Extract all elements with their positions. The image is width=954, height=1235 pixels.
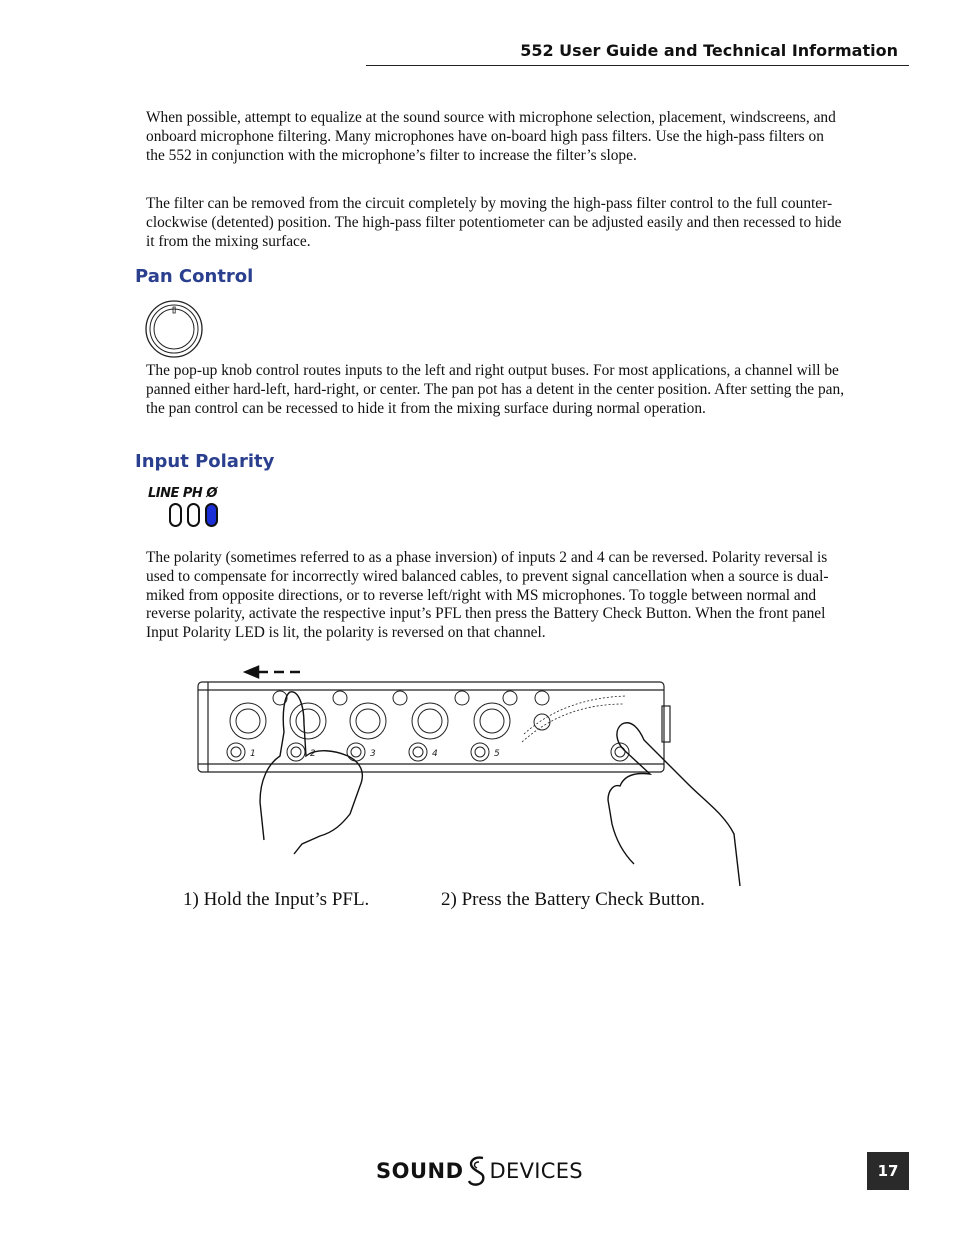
logo-sound-text: SOUND — [376, 1159, 464, 1183]
line-led-icon — [170, 504, 181, 526]
sound-devices-logo — [376, 1155, 583, 1187]
svg-text:3: 3 — [370, 749, 376, 759]
pan-knob-figure — [144, 299, 206, 365]
logo-devices-text: DEVICES — [489, 1159, 583, 1183]
logo-swirl-icon — [465, 1155, 489, 1187]
polarity-led-lit-icon — [206, 504, 217, 526]
heading-pan-control: Pan Control — [135, 266, 254, 287]
pan-knob-icon — [144, 299, 206, 361]
page-number: 17 — [867, 1152, 909, 1190]
left-arrow-icon — [246, 667, 300, 677]
polarity-label: LINE PH Ø — [148, 486, 217, 501]
paragraph-polarity: The polarity (sometimes referred to as a phase inversion) of inputs 2 and 4 can be reversed. Polarity reversal is used to compensate for incorrectly wired balanced cables, to prevent signal cancellation when a source is dual-miked from opposite directions, or to reverse left/right with MS microphones. To toggle between normal and reverse polarity, activate the respective input’s PFL then press the Battery Check Button. When the front panel Input Polarity LED is lit, the polarity is reversed on that channel. — [146, 549, 829, 642]
mixer-illustration — [194, 664, 754, 893]
channel-strips — [227, 691, 629, 761]
header-title: 552 User Guide and Technical Information — [520, 41, 898, 60]
paragraph-pan: The pop-up knob control routes inputs to the left and right output buses. For most applications, a channel will be panned either hard-left, hard-right, or center. The pan pot has a detent in the center position. After setting the pan, the pan control can be recessed to hide it from the mixing surface during normal operation. — [146, 362, 845, 417]
caption-step-2: 2) Press the Battery Check Button. — [441, 889, 705, 910]
svg-text:5: 5 — [494, 749, 500, 759]
left-hand-drawing — [260, 692, 362, 854]
heading-input-polarity: Input Polarity — [135, 451, 275, 472]
paragraph-hpf-2: The filter can be removed from the circuit completely by moving the high-pass filter control to the full counter-clockwise (detented) position. The high-pass filter potentiometer can be adjusted easily and then recessed to hide it from the mixing surface. — [146, 195, 842, 250]
svg-text:2: 2 — [310, 749, 316, 759]
polarity-led-figure — [148, 486, 228, 530]
header-rule — [366, 65, 909, 66]
paragraph-hpf-1: When possible, attempt to equalize at the sound source with microphone selection, placement, windscreens, and onboard microphone filtering. Many microphones have on-board high pass filters. Use the high-pass filters on the 552 in conjunction with the microphone’s filter to increase the filter’s slope. — [146, 109, 836, 164]
polarity-leds — [148, 502, 228, 530]
svg-text:4: 4 — [432, 749, 438, 759]
caption-step-1: 1) Hold the Input’s PFL. — [183, 889, 370, 910]
svg-text:1: 1 — [250, 749, 256, 759]
phantom-led-icon — [188, 504, 199, 526]
mixer-hands-drawing — [194, 664, 754, 889]
